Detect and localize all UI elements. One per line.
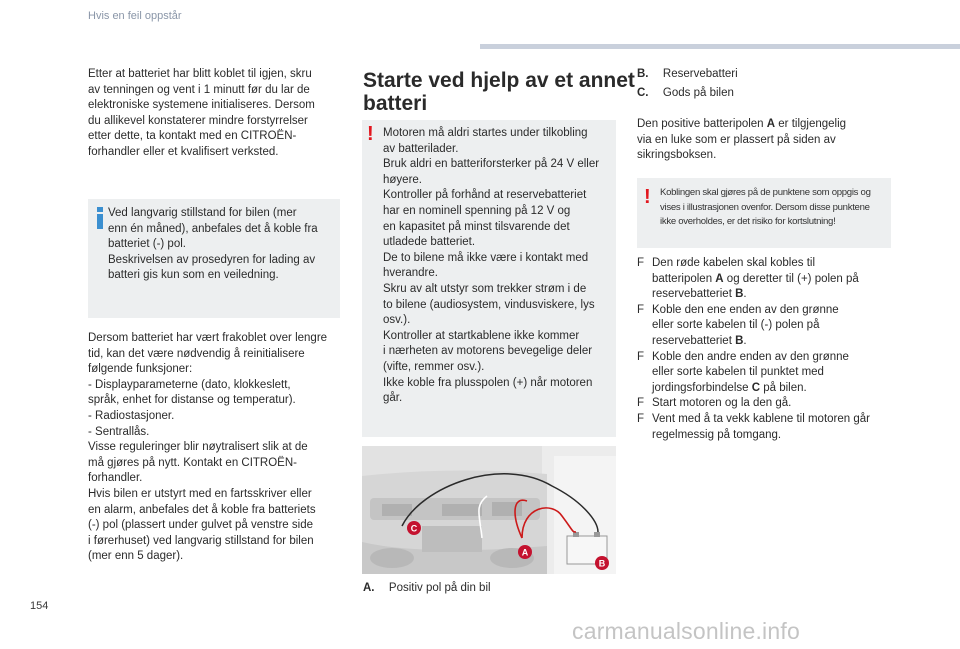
jump-start-illustration (362, 446, 616, 574)
text-line: - Displayparameterne (dato, klokkeslett, (88, 378, 291, 391)
info-note-text (108, 206, 340, 284)
text-line: Koblingen skal gjøres på de punktene som oppgis og (660, 187, 871, 198)
legend-b-letter: B. (637, 68, 649, 80)
text-line: batteri gis kun som en veiledning. (108, 269, 279, 282)
text-line: følgende funksjoner: (88, 363, 193, 376)
text-line: De to bilene må ikke være i kontakt med (383, 251, 589, 264)
header-rule (480, 44, 960, 49)
text-line: i førerhuset) ved langvarig stillstand for bilen (88, 534, 314, 547)
intro-paragraph (88, 67, 348, 161)
text-line: Ved langvarig stillstand for bilen (mer (108, 207, 297, 219)
info-icon (97, 207, 103, 229)
title-line: batteri (363, 92, 428, 115)
legend-a-letter: A. (363, 582, 375, 594)
text-line: elektroniske systemene initialiseres. Dersom (88, 99, 315, 112)
legend-b (637, 67, 738, 83)
text-line: utladede batteriet. (383, 236, 476, 249)
text-line: en kapasitet på minst tilsvarende det (383, 220, 570, 233)
text-line: tid, kan det være nødvendig å reinitialisere (88, 347, 305, 360)
step-line: F Den røde kabelen skal kobles til (637, 256, 917, 272)
label-a: A (521, 547, 529, 558)
step-line: F Koble den ene enden av den grønne (637, 303, 917, 319)
step-line: eller sorte kabelen til punktet med (652, 366, 824, 379)
step-line: eller sorte kabelen til (-) polen på (652, 319, 820, 332)
positive-pole-paragraph (637, 117, 897, 164)
reinit-paragraph (88, 331, 350, 565)
text-line: Dersom batteriet har vært frakoblet over lengre (88, 332, 328, 344)
text-line: Etter at batteriet har blitt koblet til igjen, skru (88, 68, 312, 80)
text-line: har en nominell spenning på 12 V og (383, 204, 571, 217)
connection-steps (637, 256, 917, 443)
text-line: Beskrivelsen av prosedyren for lading av (108, 253, 316, 266)
step-line: reservebatteriet B. (652, 334, 747, 347)
text-line: enn én måned), anbefales det å koble fra (108, 222, 318, 235)
text-line: av batterilader. (383, 142, 459, 155)
step-line: batteripolen A og deretter til (+) polen på (652, 272, 859, 285)
text-line: Skru av alt utstyr som trekker strøm i de (383, 282, 587, 295)
text-line: Den positive batteripolen A er tilgjengelig (637, 118, 847, 130)
short-circuit-warning-text (660, 186, 892, 230)
warning-icon: ! (367, 123, 374, 145)
bullet-arrow-icon: F (637, 257, 645, 269)
text-line: etter dette, ta kontakt med en CITROËN- (88, 130, 297, 143)
text-line: hverandre. (383, 267, 438, 280)
text-line: - Sentrallås. (88, 425, 150, 438)
watermark: carmanualsonline.info (572, 618, 800, 644)
legend-a-text: Positiv pol på din bil (388, 582, 491, 594)
step-line: F Koble den andre enden av den grønne (637, 350, 917, 366)
text-line: Visse reguleringer blir nøytralisert slik at de (88, 441, 308, 454)
legend-c (637, 86, 734, 102)
bullet-arrow-icon: F (637, 303, 645, 316)
text-line: to bilene (audiosystem, vindusviskere, lys (383, 298, 595, 311)
text-line: Motoren må aldri startes under tilkobling (383, 127, 588, 139)
text-line: sikringsboksen. (637, 149, 717, 162)
text-line: Kontroller at startkablene ikke kommer (383, 329, 580, 342)
text-line: Ikke koble fra plusspolen (+) når motoren (383, 376, 593, 389)
text-line: Kontroller på forhånd at reservebatteriet (383, 189, 587, 202)
text-line: ikke overholdes, er det risiko for kortslutning! (660, 216, 836, 228)
text-line: språk, enhet for distanse og temperatur). (88, 394, 296, 407)
text-line: forhandler eller et kvalifisert verksted. (88, 145, 279, 158)
text-line: du allikevel konstaterer mindre forstyrrelser (88, 114, 308, 127)
text-line: - Radiostasjoner. (88, 409, 175, 422)
text-line: forhandler. (88, 472, 143, 485)
bullet-arrow-icon: F (637, 397, 645, 410)
page-number: 154 (30, 600, 49, 612)
warning-text (383, 126, 615, 407)
legend-c-letter: C. (637, 87, 649, 99)
step-line: regelmessig på tomgang. (652, 428, 782, 441)
step-line: jordingsforbindelse C på bilen. (652, 381, 807, 394)
text-line: høyere. (383, 173, 422, 186)
text-line: batteriet (-) pol. (108, 238, 186, 251)
text-line: Hvis bilen er utstyrt med en fartsskriver eller (88, 487, 312, 500)
text-line: går. (383, 392, 403, 405)
running-header: Hvis en feil oppstår (88, 10, 182, 22)
text-line: Bruk aldri en batteriforsterker på 24 V eller (383, 158, 600, 171)
legend-b-text: Reservebatteri (662, 68, 738, 80)
short-circuit-warning-icon: ! (644, 186, 651, 208)
text-line: vises i illustrasjonen ovenfor. Dersom disse punktene (660, 201, 870, 213)
legend-a (363, 581, 491, 597)
bullet-arrow-icon: F (637, 412, 645, 425)
label-b: B (598, 558, 606, 569)
text-line: en alarm, anbefales det å koble fra batteriets (88, 503, 316, 516)
text-line: i nærheten av motorens bevegelige deler (383, 345, 593, 358)
title-line: Starte ved hjelp av et annet (363, 69, 635, 92)
text-line: (-) pol (plassert under gulvet på venstre side (88, 519, 313, 532)
text-line: av tenningen og vent i 1 minutt før du lar de (88, 83, 310, 96)
bullet-arrow-icon: F (637, 350, 645, 363)
text-line: (mer enn 5 dager). (88, 550, 184, 563)
text-line: (vifte, remmer osv.). (383, 360, 485, 373)
step-line: F Vent med å ta vekk kablene til motoren går (637, 412, 917, 428)
legend-c-text: Gods på bilen (662, 87, 734, 99)
section-title (363, 69, 635, 115)
text-line: osv.). (383, 314, 411, 327)
text-line: via en luke som er plassert på siden av (637, 133, 836, 146)
step-line: F Start motoren og la den gå. (637, 396, 917, 412)
step-line: reservebatteriet B. (652, 288, 747, 301)
label-c: C (410, 523, 418, 534)
text-line: må gjøres på nytt. Kontakt en CITROËN- (88, 456, 297, 469)
